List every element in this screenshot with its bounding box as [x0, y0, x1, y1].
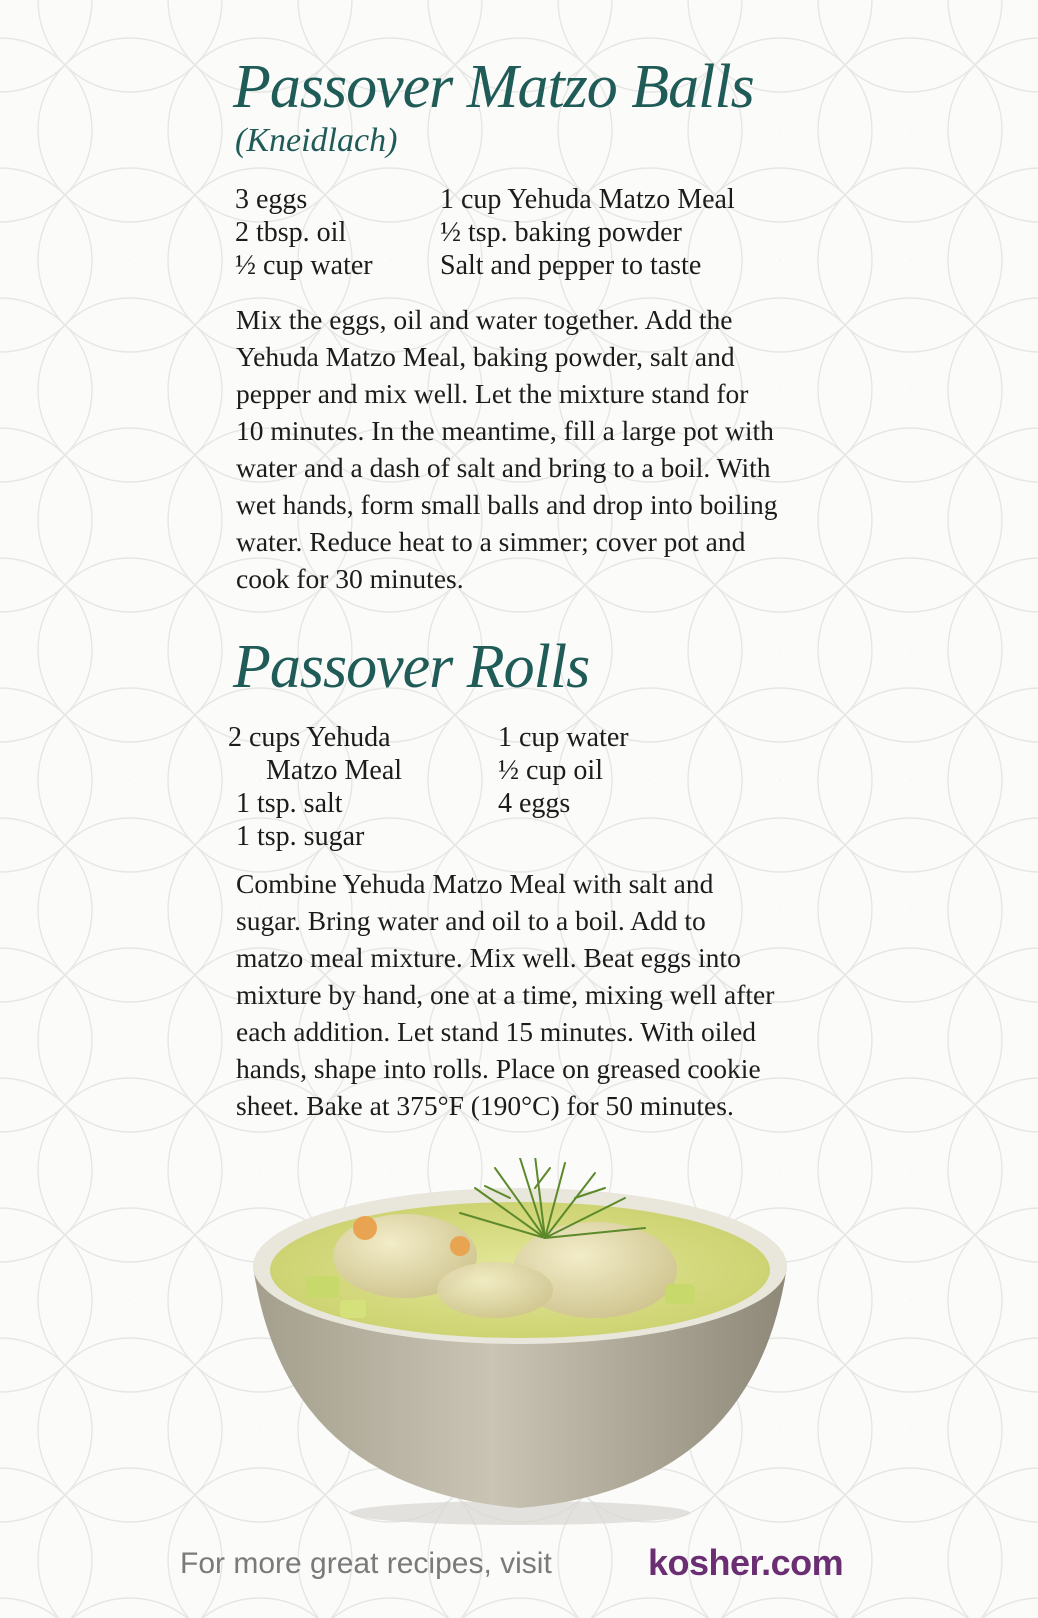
soup-bowl-image: [245, 1158, 795, 1528]
instruction-line: Yehuda Matzo Meal, baking powder, salt and: [236, 341, 735, 372]
ingredient-item: Salt and pepper to taste: [440, 250, 702, 281]
ingredient-item: ½ tsp. baking powder: [440, 217, 682, 248]
ingredient-item: 1 tsp. sugar: [236, 821, 365, 852]
ingredient-item: Matzo Meal: [266, 755, 403, 786]
instruction-line: wet hands, form small balls and drop into boiling: [236, 489, 778, 520]
instruction-line: each addition. Let stand 15 minutes. With oiled: [236, 1016, 757, 1047]
instruction-line: mixture by hand, one at a time, mixing well after: [236, 979, 775, 1010]
ingredients-list-left: [235, 183, 373, 282]
recipe-instructions: [236, 865, 836, 1124]
instruction-line: cook for 30 minutes.: [236, 563, 464, 594]
ingredient-item: ½ cup water: [235, 250, 373, 281]
ingredients-list-right: [440, 183, 735, 282]
instruction-line: Combine Yehuda Matzo Meal with salt and: [236, 868, 714, 899]
ingredient-item: 3 eggs: [235, 184, 308, 215]
instruction-line: 10 minutes. In the meantime, fill a large pot with: [236, 415, 774, 446]
instruction-line: water and a dash of salt and bring to a boil. With: [236, 452, 771, 483]
ingredient-item: 1 tsp. salt: [236, 788, 343, 819]
ingredients-list-left: [228, 721, 402, 853]
recipe-title-rolls: Passover Rolls: [233, 633, 590, 701]
ingredient-item: 2 tbsp. oil: [235, 217, 347, 248]
kosher-com-logo[interactable]: kosher.com: [648, 1542, 844, 1583]
ingredient-item: 1 cup Yehuda Matzo Meal: [440, 184, 735, 215]
recipe-title-matzo-balls: Passover Matzo Balls: [233, 53, 754, 121]
ingredient-item: 2 cups Yehuda: [228, 722, 391, 753]
ingredient-item: 1 cup water: [498, 722, 629, 753]
instruction-line: water. Reduce heat to a simmer; cover pot and: [236, 526, 746, 557]
ingredient-item: 4 eggs: [498, 788, 571, 819]
instruction-line: Mix the eggs, oil and water together. Add the: [236, 304, 733, 335]
ingredient-item: ½ cup oil: [498, 755, 603, 786]
recipe-subtitle: (Kneidlach): [235, 122, 398, 159]
recipe-instructions: [236, 301, 836, 597]
instruction-line: sugar. Bring water and oil to a boil. Add to: [236, 905, 706, 936]
instruction-line: pepper and mix well. Let the mixture stand for: [236, 378, 749, 409]
instruction-line: matzo meal mixture. Mix well. Beat eggs into: [236, 942, 741, 973]
ingredients-list-right: [498, 721, 629, 820]
footer-text: For more great recipes, visit: [180, 1547, 552, 1580]
instruction-line: sheet. Bake at 375°F (190°C) for 50 minutes.: [236, 1090, 734, 1121]
instruction-line: hands, shape into rolls. Place on greased cookie: [236, 1053, 761, 1084]
